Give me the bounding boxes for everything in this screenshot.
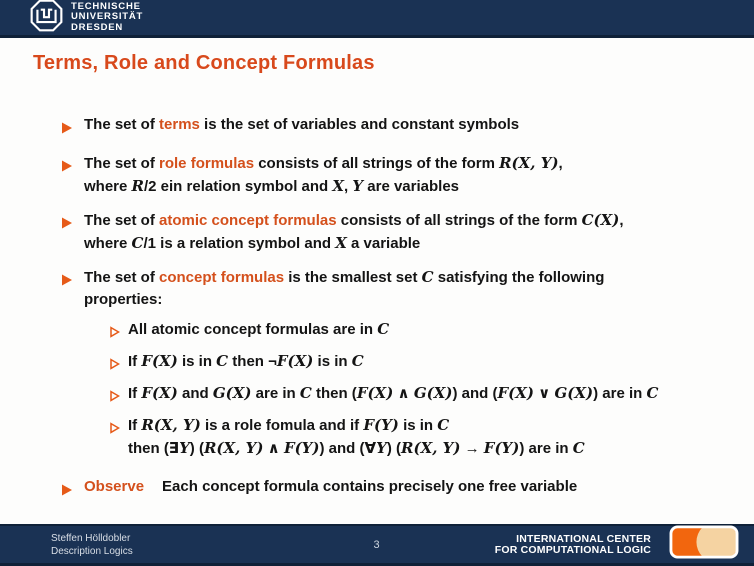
bullet-item	[62, 266, 726, 465]
university-wordmark	[71, 2, 143, 34]
bullet-triangle-icon	[62, 214, 74, 255]
tu-dresden-logo-icon	[30, 0, 63, 37]
sub-bullet-text: All atomic concept formulas are in C	[128, 320, 390, 338]
bullet-triangle-icon	[62, 119, 74, 141]
bullet-item	[62, 209, 726, 255]
bullet-item-observe	[62, 476, 726, 503]
sub-bullet-triangle-icon	[110, 323, 121, 345]
page-title: Terms, Role and Concept Formulas	[33, 52, 375, 74]
bullet-triangle-icon	[62, 481, 74, 503]
footer-course: Description Logics	[51, 545, 133, 557]
sub-bullet-item	[110, 350, 726, 377]
bullet-text: where C/1 is a relation symbol and X a variable	[84, 234, 421, 252]
footer-org-block	[495, 525, 740, 564]
sub-bullet-item	[110, 318, 726, 345]
bullet-text: where R/2 ein relation symbol and X, Y are variables	[84, 177, 459, 195]
bullet-text: The set of terms is the set of variables and constant symbols	[84, 116, 520, 133]
bullet-item	[62, 152, 726, 198]
bullet-text: Observe Each concept formula contains precisely one free variable	[84, 478, 578, 495]
bullet-triangle-icon	[62, 271, 74, 465]
sub-bullet-text: If F(X) is in C then ¬F(X) is in C	[128, 352, 364, 370]
footer-org-line: INTERNATIONAL CENTER	[516, 532, 651, 545]
slide-content	[0, 75, 754, 503]
sub-bullet-triangle-icon	[110, 387, 121, 409]
page-number: 3	[373, 538, 380, 551]
bullet-text: The set of concept formulas is the smallest set C satisfying the following	[84, 268, 605, 286]
sub-bullet-item	[110, 382, 726, 409]
footer-author-block	[51, 532, 133, 558]
wordmark-line: TECHNISCHE	[71, 0, 141, 12]
iccl-logo-icon	[668, 525, 740, 564]
wordmark-line: UNIVERSITÄT	[71, 11, 144, 23]
sub-bullet-item	[110, 414, 726, 460]
footer-bar	[0, 524, 754, 566]
bullet-text: properties:	[84, 291, 163, 308]
sub-bullet-text: If F(X) and G(X) are in C then (F(X) ∧ G(X)) and (F(X) ∨ G(X)) are in C	[128, 384, 659, 402]
sub-bullet-text: then (∃Y) (R(X, Y) ∧ F(Y)) and (∀Y) (R(X, Y) → F(Y)) are in C	[128, 439, 585, 457]
sub-bullet-triangle-icon	[110, 355, 121, 377]
footer-org-line: FOR COMPUTATIONAL LOGIC	[494, 543, 651, 556]
bullet-text: The set of atomic concept formulas consists of all strings of the form C(X),	[84, 211, 624, 229]
header-bar	[0, 0, 754, 38]
sub-bullet-list	[110, 318, 726, 460]
bullet-item	[62, 114, 726, 141]
footer-org-name	[495, 534, 651, 556]
wordmark-line: DRESDEN	[71, 21, 124, 33]
sub-bullet-triangle-icon	[110, 419, 121, 460]
bullet-text: The set of role formulas consists of all strings of the form R(X, Y),	[84, 154, 563, 172]
sub-bullet-text: If R(X, Y) is a role fomula and if F(Y) is in C	[128, 416, 450, 434]
bullet-triangle-icon	[62, 157, 74, 198]
footer-author: Steffen Hölldobler	[51, 532, 131, 544]
